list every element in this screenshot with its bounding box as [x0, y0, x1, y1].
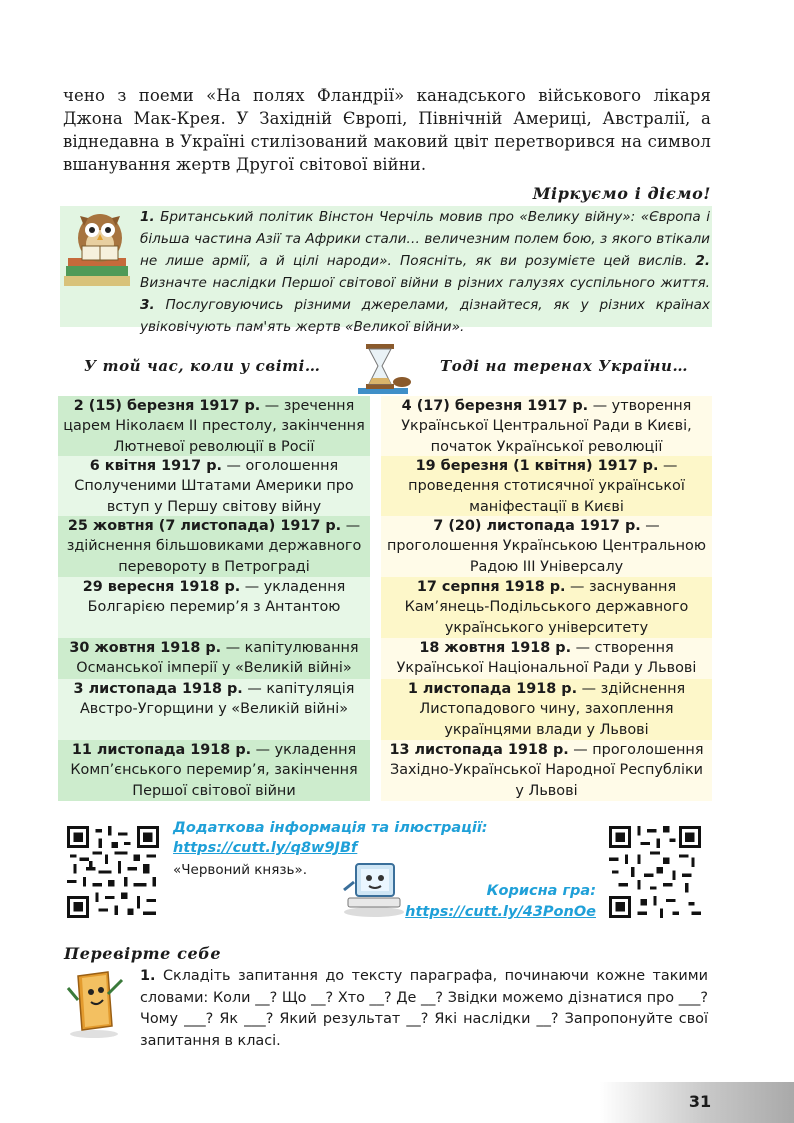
- owl-reading-icon: [62, 208, 136, 292]
- self-check-title: Перевірте себе: [64, 944, 222, 963]
- ukraine-event: 18 жовтня 1918 р. — створення Української Національної Ради у Львові: [381, 638, 712, 679]
- ukraine-event: 4 (17) березня 1917 р. — утворення Української Центральної Ради в Києві, початок Української революції: [381, 396, 712, 456]
- world-event: 30 жовтня 1918 р. — капітулювання Османської імперії у «Великій війні»: [58, 638, 370, 679]
- task-3-text: Послуговуючись різними джерелами, дізнайтеся, як у різних країнах увіковічують пам'ять жертв «Великої війни».: [140, 297, 710, 335]
- world-event: 25 жовтня (7 листопада) 1917 р. — здійснення більшовиками державного перевороту в Петрограді: [58, 516, 370, 577]
- question-number-1: 1.: [140, 968, 156, 984]
- useful-game-title: Корисна гра:: [486, 883, 596, 899]
- question-1-text: Складіть запитання до тексту параграфа, починаючи кожне такими словами: Коли __? Що __? Хто __? Де __? Звідки можемо дізнатися про ___? Чому ___? Як ___? Який результат __? Які наслідки __? Запропонуйте свої запитання в класі.: [140, 968, 708, 1049]
- ukraine-column-header: Тоді на теренах України…: [440, 357, 689, 375]
- ukraine-event: 19 березня (1 квітня) 1917 р. — проведення стотисячної української маніфестації в Києві: [381, 456, 712, 516]
- book-character-icon: [64, 966, 130, 1040]
- think-act-text: [140, 206, 710, 338]
- ukraine-event: 7 (20) листопада 1917 р. — проголошення Українською Центральною Радою ІІІ Універсалу: [381, 516, 712, 577]
- useful-game-link[interactable]: https://cutt.ly/43PonOe: [405, 904, 596, 920]
- world-event: 2 (15) березня 1917 р. — зречення царем Ніколаєм ІІ престолу, закінчення Лютневої революції в Росії: [58, 396, 370, 456]
- hourglass-icon: [350, 342, 416, 396]
- intro-paragraph: чено з поеми «На полях Фландрії» канадського військового лікаря Джона Мак-Крея. У Західній Європі, Північній Америці, Австралії, а віднедавна в Україні стилізований маковий цвіт перетворився на символ вшанування жертв Другої світової війни.: [63, 86, 711, 174]
- self-check-text: [140, 966, 708, 1052]
- extra-info-link[interactable]: https://cutt.ly/q8w9JBf: [173, 840, 358, 856]
- world-event: 6 квітня 1917 р. — оголошення Сполученими Штатами Америки про вступ у Першу світову війну: [58, 456, 370, 516]
- task-2-text: Визначте наслідки Першої світової війни в різних галузях суспільного життя.: [140, 275, 710, 291]
- world-event: 3 листопада 1918 р. — капітуляція Австро-Угорщини у «Великій війні»: [58, 679, 370, 740]
- world-event: 29 вересня 1918 р. — укладення Болгарією перемир’я з Антантою: [58, 577, 370, 638]
- task-1-text-end: розумієте цей вислів.: [525, 253, 696, 269]
- qr-code-right[interactable]: [609, 826, 701, 918]
- ukraine-event: 13 листопада 1918 р. — проголошення Західно-Української Народної Республіки у Львові: [381, 740, 712, 801]
- world-column-header: У той час, коли у світі…: [84, 357, 321, 375]
- task-1-text: Британський політик Вінстон Черчіль мовив про «Велику війну»: «Європа і більша частина Азії та Африки стали… величезним полем бою, з якого втікали не лише армії, а й цілі народи». Поясніть, як ви: [140, 209, 710, 269]
- qr-code-left[interactable]: [67, 826, 159, 918]
- page-number: 31: [688, 1092, 712, 1111]
- extra-info-text: «Червоний князь».: [173, 862, 308, 878]
- think-act-title: Міркуємо і діємо!: [532, 184, 711, 203]
- task-number-1: 1.: [140, 209, 155, 225]
- task-number-3: 3.: [140, 297, 155, 313]
- ukraine-event: 17 серпня 1918 р. — заснування Кам’янець-Подільського державного українського університету: [381, 577, 712, 638]
- task-number-2: 2.: [695, 253, 710, 269]
- extra-info-title: Додаткова інформація та ілюстрації:: [173, 820, 488, 836]
- ukraine-event: 1 листопада 1918 р. — здійснення Листопадового чину, захоплення українцями влади у Львові: [381, 679, 712, 740]
- world-event: 11 листопада 1918 р. — укладення Комп’єнського перемир’я, закінчення Першої світової війни: [58, 740, 370, 801]
